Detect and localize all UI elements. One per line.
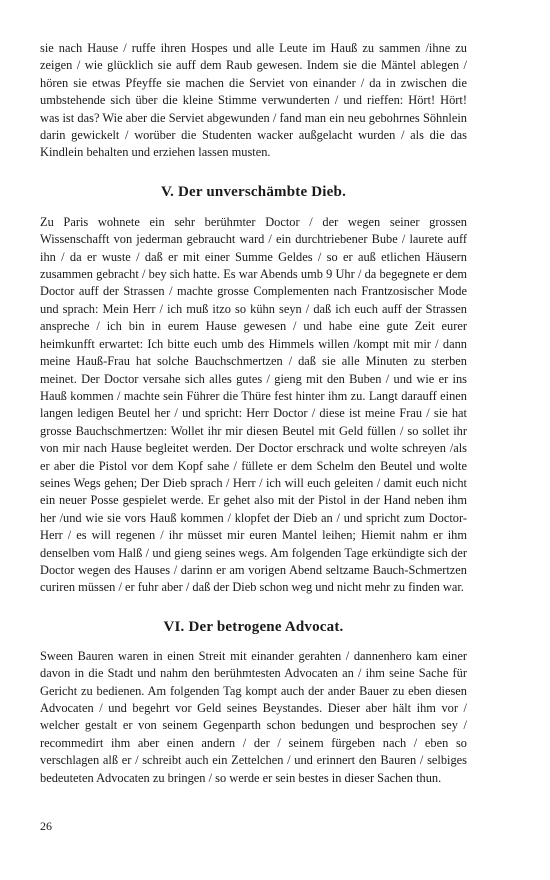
section-6-paragraph: Sween Bauren waren in einen Streit mit einander gerahten / dannenhero kam einer davon in die Stadt und nahm den berühmtesten Advocaten an / ihm seine Sache für Gericht zu bedienen. Am folgenden Tag kompt auch der ander Bauer zu eben diesen Advocaten / und begehrt vor Geld seines Beystandes. Dieser aber hält ihm vor / welcher gestalt er von seinem Gegenparth schon bedungen und besprochen sey / recommedirt ihm aber einen andern / der / seinem fürgeben nach / eben so verschlagen alß er / schreibt auch ein Zettelchen / und erinnert den Bauren / selbiges bedeuteten Advocaten zu bringen / so werde er sein bestes in dieser Sachen thun. [40, 648, 467, 785]
section-5-paragraph: Zu Paris wohnete ein sehr berühmter Doctor / der wegen seiner grossen Wissenschafft von jederman gebraucht ward / ein durchtriebener Bube / laurete auff ihn / da er wuste / daß er mit einer Summe Geldes / so er auß etlichen Häusern zusammen gebracht / bey sich hatte. Es war Abends umb 9 Uhr / da begegnete er dem Doctor auff der Strassen / machte grosse Complementen nach Frantzosischer Mode und sprach: Mein Herr / ich muß itzo so kühn seyn / daß ich euch auff der Strassen anspreche / ich bin in eurem Hause gewesen / und habe eine gute Zeit eurer heimkunfft erwartet: Ich bitte euch umb des Himmels willen /kompt mit mir / dann meine Hauß-Frau hat solche Bauchschmertzen / daß sie alle Minuten zu sterben meinet. Der Doctor versahe sich alles gutes / gieng mit den Buben / und wie er ins Hauß kommen / machte sein Führer die Thüre fest hinter ihm zu. Langt darauff einen langen ledigen Beutel her / und spricht: Herr Doctor / diese ist meine Frau / sie hat grosse Bauchschmertzen: Wollet ihr mir diesen Beutel mit Geld füllen / so sollet ihr von mir nach Hause begleitet werden. Der Doctor erschrack und wolte schreyen /als er aber die Pistol vor dem Kopf sahe / füllete er dem Schelm den Beutel und wolte seines Wegs gehen; Der Dieb sprach / Herr / ich will euch geleiten / damit euch nicht ein neuer Posse gespielet werde. Er gehet also mit der Pistol in der Hand neben ihm her /und wie sie vors Hauß kommen / klopfet der Dieb an / und spricht zum Doctor-Herr / es will regenen / ihr müsset mir euren Mantel leihen; Hiemit nahm er ihm denselben vom Halß / und gieng seines wegs. Am folgenden Tage erkündigte sich der Doctor wegen des Hauses / darinn er am vorigen Abend seltzame Bauch-Schmertzen curiren müssen / er fuhr aber / daß der Dieb schon weg und nicht mehr zu finden war. [40, 214, 467, 595]
opening-paragraph: sie nach Hause / ruffe ihren Hospes und alle Leute im Hauß zu sammen /ihne zu zeigen / wie glücklich sie auff dem Raub gewesen. Indem sie die Mäntel ablegen / hören sie etwas Pfeyffe sie machen die Serviet von einander / da in zwischen die umbstehende sich über die kleine Stimme verwunderten / und rieffen: Hört! Hört! was ist das? Wie aber die Serviet abgewunden / fand man ein neu gebohrnes Söhnlein darin gewickelt / worüber die Studenten wacker außgelacht wurden / als die das Kindlein behalten und erziehen lassen musten. [40, 41, 467, 160]
book-page [40, 40, 467, 787]
section-heading-5: V. Der unverschämbte Dieb. [160, 183, 347, 200]
page-number: 26 [40, 819, 52, 833]
section-heading-6: VI. Der betrogene Advocat. [163, 618, 344, 635]
